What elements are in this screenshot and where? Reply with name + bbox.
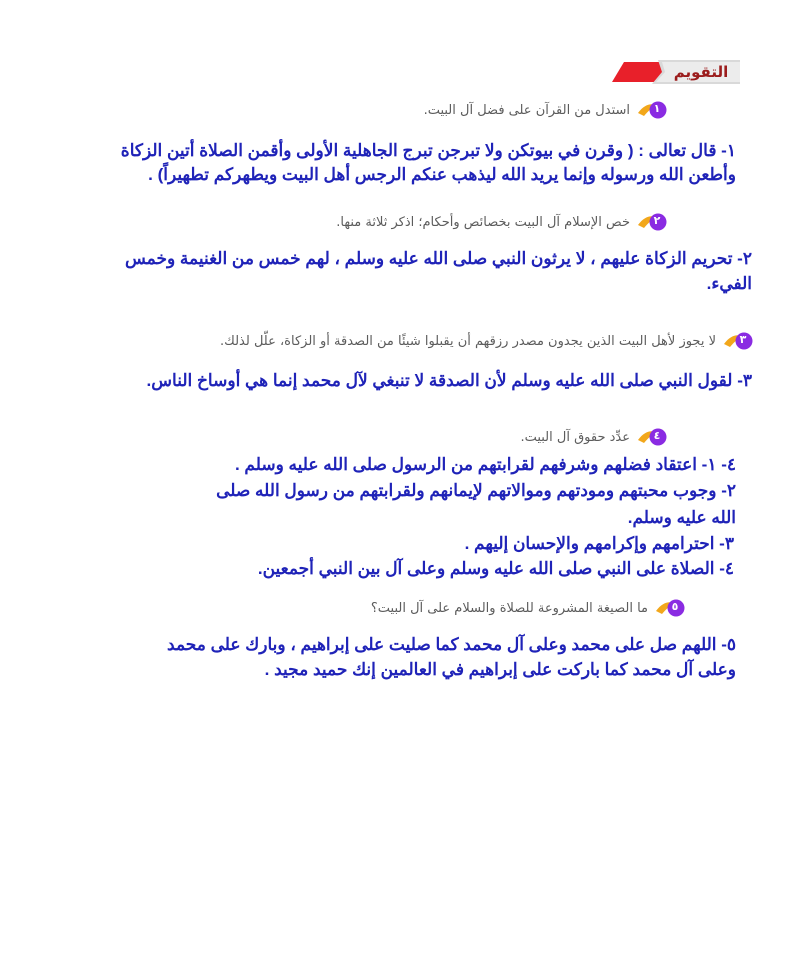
question-badge: ٤ xyxy=(636,426,670,448)
question-badge: ٣ xyxy=(722,330,756,352)
answer-2-line-2: الفيء. xyxy=(706,274,752,293)
answer-2-line-1: ٢- تحريم الزكاة عليهم ، لا يرثون النبي صلى الله عليه وسلم ، لهم خمس من الغنيمة وخمس xyxy=(124,249,752,268)
question-4 xyxy=(520,426,670,448)
answer-1-line-2: وأطعن الله ورسوله وإنما يريد الله ليذهب عنكم الرجس أهل البيت ويطهركم تطهيراً) . xyxy=(148,165,736,184)
answer-4-line-1: ٤- ١- اعتقاد فضلهم وشرفهم لقرابتهم من الرسول صلى الله عليه وسلم . xyxy=(234,455,736,474)
question-1 xyxy=(424,99,670,121)
evaluation-header xyxy=(612,58,740,86)
answer-4-line-4: ٣- احترامهم وإكرامهم والإحسان إليهم . xyxy=(464,534,734,553)
question-badge: ٥ xyxy=(654,597,688,619)
question-5 xyxy=(371,597,688,619)
answer-4-line-5: ٤- الصلاة على النبي صلى الله عليه وسلم وعلى آل بين النبي أجمعين. xyxy=(257,559,734,578)
answer-4-line-2: ٢- وجوب محبتهم ومودتهم وموالاتهم لإيمانهم ولقرابتهم من رسول الله صلى xyxy=(216,481,736,500)
question-text: خص الإسلام آل البيت بخصائص وأحكام؛ اذكر ثلاثة منها. xyxy=(336,214,630,230)
question-text: استدل من القرآن على فضل آل البيت. xyxy=(423,102,630,118)
question-badge: ٢ xyxy=(636,211,670,233)
answer-1-line-1: ١- قال تعالى : ( وقرن في بيوتكن ولا تبرجن تبرج الجاهلية الأولى وأقمن الصلاة أتين الزكاة xyxy=(120,141,736,160)
answer-5-line-2: وعلى آل محمد كما باركت على إبراهيم في العالمين إنك حميد مجيد . xyxy=(264,660,736,679)
question-2 xyxy=(336,211,670,233)
question-text: عدِّد حقوق آل البيت. xyxy=(520,429,630,445)
question-text: ما الصيغة المشروعة للصلاة والسلام على آل البيت؟ xyxy=(370,600,648,616)
answer-3-line-1: ٣- لقول النبي صلى الله عليه وسلم لأن الصدقة لا تنبغي لآل محمد إنما هي أوساخ الناس. xyxy=(146,371,752,390)
answer-5-line-1: ٥- اللهم صل على محمد وعلى آل محمد كما صليت على إبراهيم ، وبارك على محمد xyxy=(167,635,736,654)
answer-4-line-3: الله عليه وسلم. xyxy=(627,508,736,527)
question-badge: ١ xyxy=(636,99,670,121)
question-3 xyxy=(220,330,756,352)
header-title: التقويم xyxy=(673,63,729,81)
question-text: لا يجوز لأهل البيت الذين يجدون مصدر رزقهم أن يقبلوا شيئًا من الصدقة أو الزكاة، علّل لذلك. xyxy=(219,333,716,349)
